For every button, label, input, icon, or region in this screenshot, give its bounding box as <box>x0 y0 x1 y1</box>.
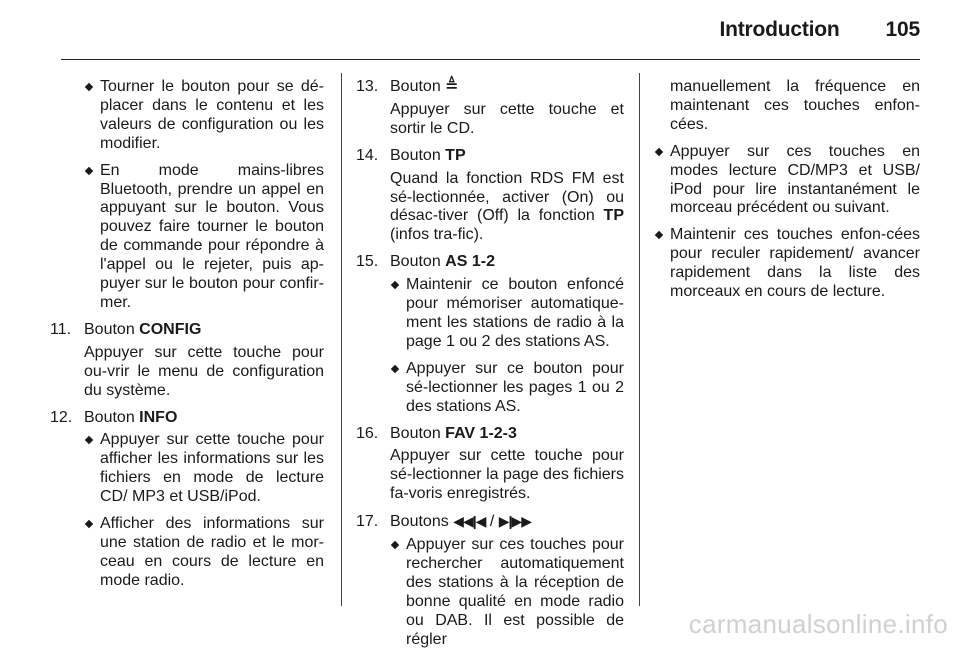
button-name: CONFIG <box>139 320 202 338</box>
page-number: 105 <box>885 18 920 41</box>
numbered-item-15 <box>356 253 624 416</box>
column-divider-1 <box>341 73 342 606</box>
header-rule <box>61 59 920 60</box>
item-heading: 16. Bouton FAV 1-2-3 <box>356 424 517 442</box>
item-heading: 11. Bouton CONFIG <box>50 320 202 338</box>
continued-text: manuellement la fréquence en maintenant ces touches enfon-cées. <box>670 78 920 133</box>
column-divider-2 <box>639 73 640 606</box>
item-heading: 14. Bouton TP <box>356 146 466 164</box>
button-name: AS 1-2 <box>445 253 495 271</box>
item-description: Appuyer sur cette touche et sortir le CD. <box>390 100 624 137</box>
seek-forward-icon: ▶|▶▶ <box>498 513 531 530</box>
seek-back-icon: ◀◀|◀ <box>453 513 486 530</box>
page-header <box>719 18 920 42</box>
button-name: INFO <box>139 408 178 426</box>
numbered-item-13 <box>356 78 624 139</box>
bullet-item: En mode mains-libres Bluetooth, prendre un appel en appuyant sur le bouton. Vous pouvez faire tourner le bouton de commande pour répondre à l'appel ou le rejeter, puis ap-puyer sur le bouton pour confir-mer. <box>84 162 324 313</box>
item-heading: 13. Bouton ≜ <box>356 78 459 95</box>
item-description: Appuyer sur cette touche pour ou-vrir le menu de configuration du système. <box>84 343 324 399</box>
watermark-text: carmanualsonline.info <box>688 609 948 639</box>
bullet-item: Appuyer sur ces touches en modes lecture CD/MP3 et USB/ iPod pour lire instantanément le morceau précédent ou suivant. <box>654 143 920 219</box>
button-name: TP <box>445 146 466 164</box>
item-heading: 17. Boutons ◀◀|◀ / ▶|▶▶ <box>356 513 531 531</box>
numbered-item-11 <box>50 320 324 401</box>
bullet-item: Appuyer sur ce bouton pour sé-lectionner les pages 1 ou 2 des stations AS. <box>390 360 624 417</box>
item-heading: 15. Bouton AS 1-2 <box>356 253 495 271</box>
bullet-item: Maintenir ce bouton enfoncé pour mémoriser automatique-ment les stations de radio à la page 1 ou 2 des stations AS. <box>390 276 624 352</box>
bullet-item: Appuyer sur ces touches pour rechercher automatiquement des stations à la réception de bonne qualité en mode radio ou DAB. Il est possible de régler <box>390 536 624 649</box>
bullet-item: Afficher des informations sur une station de radio et le mor-ceau en cours de lecture en mode radio. <box>84 515 324 591</box>
section-title: Introduction <box>719 18 840 41</box>
numbered-item-17 <box>356 512 624 649</box>
eject-icon: ≜ <box>445 78 459 95</box>
numbered-item-12 <box>50 408 324 591</box>
column-2 <box>356 78 624 657</box>
bullet-item: Appuyer sur cette touche pour afficher les informations sur les fichiers en mode de lecture CD/ MP3 et USB/iPod. <box>84 431 324 507</box>
numbered-item-14 <box>356 146 624 246</box>
column-3 <box>654 78 920 310</box>
item-description: Appuyer sur cette touche pour sé-lectionner la page des fichiers fa-voris enregistrés. <box>390 447 624 503</box>
button-name: FAV 1-2-3 <box>445 424 517 442</box>
item-description: Quand la fonction RDS FM est sé-lectionnée, activer (On) ou désac-tiver (Off) la fonction TP (infos tra-fic). <box>390 169 624 244</box>
column-1 <box>50 78 324 599</box>
item-heading: 12. Bouton INFO <box>50 408 178 426</box>
numbered-item-16 <box>356 424 624 505</box>
bullet-item: Maintenir ces touches enfon-cées pour reculer rapidement/ avancer rapidement dans la liste des morceaux en cours de lecture. <box>654 226 920 302</box>
bullet-item: Tourner le bouton pour se dé-placer dans le contenu et les valeurs de configuration ou les modifier. <box>84 78 324 154</box>
